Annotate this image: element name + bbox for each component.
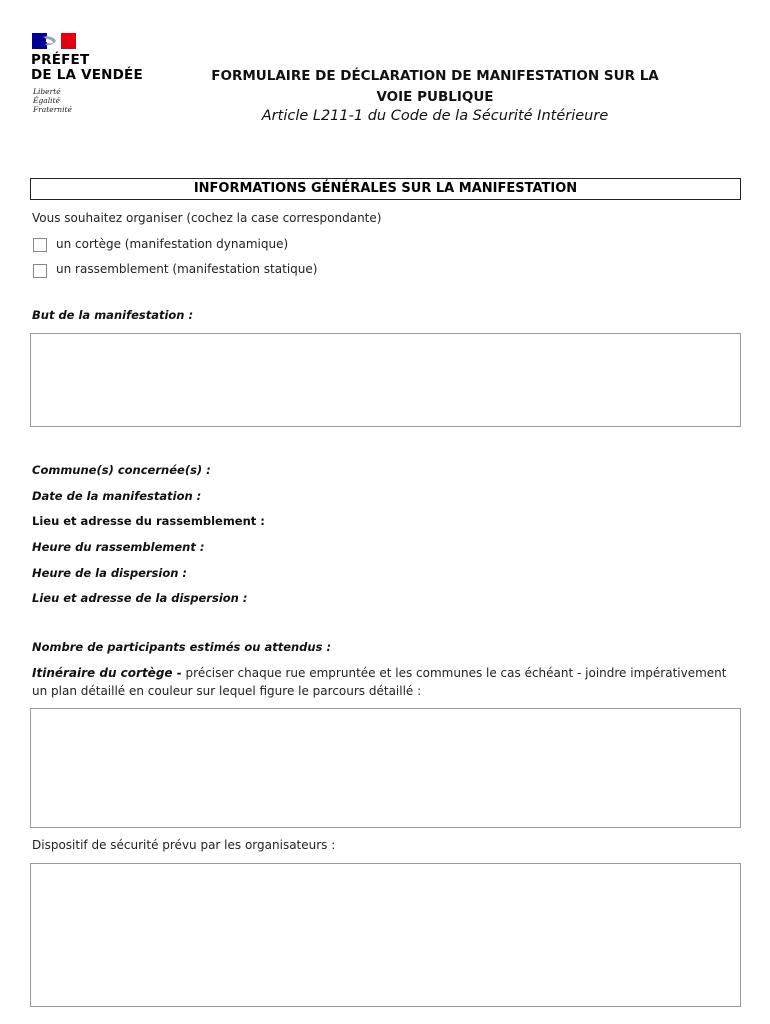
but-field[interactable] bbox=[30, 333, 741, 427]
cortege-option-label: un cortège (manifestation dynamique) bbox=[56, 237, 289, 251]
motto-egalite: Égalité bbox=[33, 96, 60, 105]
itineraire-line2: un plan détaillé en couleur sur lequel figure le parcours détaillé : bbox=[32, 684, 422, 698]
rassemblement-checkbox[interactable] bbox=[33, 264, 47, 278]
securite-field[interactable] bbox=[30, 863, 741, 1007]
lieu-dispersion-label: Lieu et adresse de la dispersion : bbox=[32, 591, 248, 605]
itineraire-field[interactable] bbox=[30, 708, 741, 828]
prefet-name-line1: PRÉFET bbox=[31, 52, 90, 68]
participants-label: Nombre de participants estimés ou attendus : bbox=[32, 640, 332, 654]
itineraire-label: Itinéraire du cortège - bbox=[32, 666, 182, 680]
securite-label: Dispositif de sécurité prévu par les organisateurs : bbox=[32, 838, 336, 852]
lieu-rassemblement-label: Lieu et adresse du rassemblement : bbox=[32, 514, 265, 528]
date-label: Date de la manifestation : bbox=[32, 489, 202, 503]
marianne-logo-icon bbox=[32, 33, 76, 49]
prefet-name-line2: DE LA VENDÉE bbox=[31, 67, 143, 83]
rassemblement-option-label: un rassemblement (manifestation statique) bbox=[56, 262, 318, 276]
motto-liberte: Liberté bbox=[33, 87, 61, 96]
communes-label: Commune(s) concernée(s) : bbox=[32, 463, 211, 477]
form-title-line2: VOIE PUBLIQUE bbox=[376, 89, 494, 105]
section-header: INFORMATIONS GÉNÉRALES SUR LA MANIFESTATION bbox=[30, 178, 741, 200]
form-title-line1: FORMULAIRE DE DÉCLARATION DE MANIFESTATION SUR LA bbox=[211, 68, 659, 84]
heure-rassemblement-label: Heure du rassemblement : bbox=[32, 540, 205, 554]
cortege-checkbox[interactable] bbox=[33, 238, 47, 252]
but-label: But de la manifestation : bbox=[32, 308, 194, 322]
type-prompt: Vous souhaitez organiser (cochez la case correspondante) bbox=[32, 211, 382, 225]
motto-fraternite: Fraternité bbox=[33, 105, 72, 114]
heure-dispersion-label: Heure de la dispersion : bbox=[32, 566, 188, 580]
itineraire-instructions: préciser chaque rue empruntée et les communes le cas échéant - joindre impérativement bbox=[181, 666, 727, 680]
itineraire-line1 bbox=[32, 666, 726, 680]
form-subtitle: Article L211-1 du Code de la Sécurité Intérieure bbox=[261, 108, 609, 124]
